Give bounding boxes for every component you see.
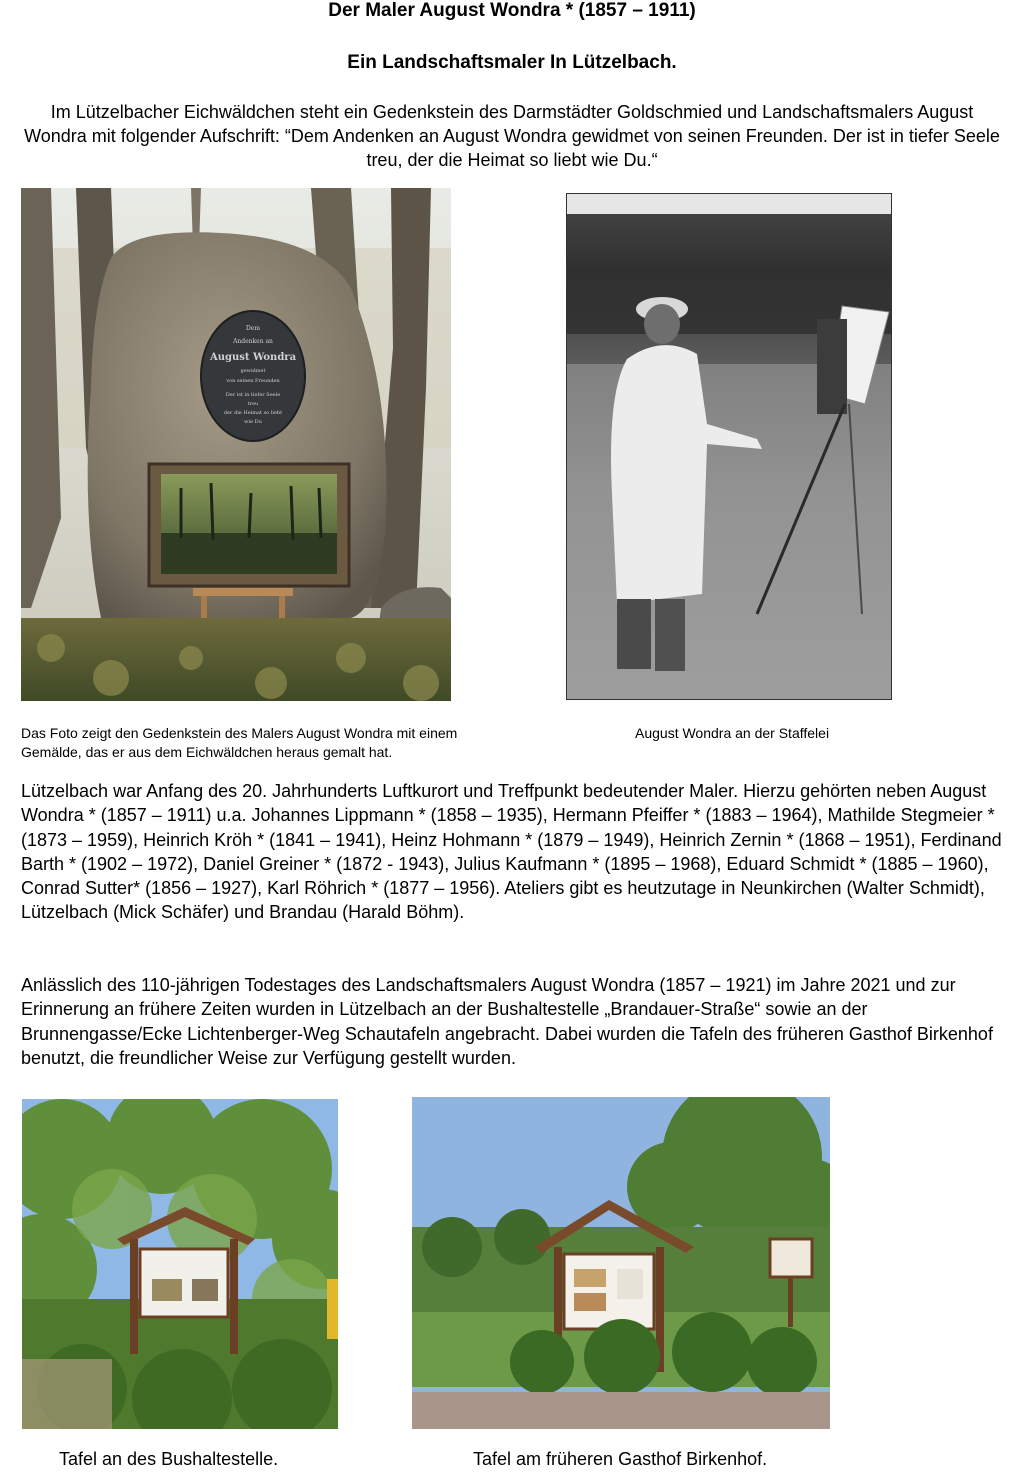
birkenhof-board-photo [412,1097,830,1429]
painter-photo-caption: August Wondra an der Staffelei [635,725,830,741]
plaque-line: von seinen Freunden [226,378,280,384]
plaque-line: August Wondra [209,352,297,363]
plaque-line: Der ist in tiefer Seele [225,392,281,398]
plaque-line: der die Heimat so liebt [223,410,283,416]
plaque-line: Dem [245,325,261,332]
bus-stop-board-photo [22,1099,338,1429]
page-subtitle: Ein Landschaftsmaler In Lützelbach. [347,52,677,73]
plaque-line: treu [247,401,259,407]
intro-paragraph: Im Lützelbacher Eichwäldchen steht ein Gedenkstein des Darmstädter Goldschmied und Landschaftsmalers August Wondra mit folgender Aufschrift: “Dem Andenken an August Wondra gewidmet von seinen Freunden. Der ist in tiefer Seele treu, der die Heimat so liebt wie Du.“ [24,102,1000,170]
bus-stop-caption: Tafel an des Bushaltestelle. [59,1449,279,1469]
memorial-stone-photo [21,188,451,701]
plaque-line: Andenken an [233,338,273,345]
painters-paragraph: Lützelbach war Anfang des 20. Jahrhunderts Luftkurort und Treffpunkt bedeutender Maler. Hierzu gehörten neben August Wondra * (1857 – 1911) u.a. Johannes Lippmann * (1858 – 1935), Hermann Pfeiffer * (1883 – 1964), Mathilde Stegmeier * (1873 – 1959), Heinrich Kröh * (1841 – 1941), Heinz Hohmann * (1879 – 1949), Heinrich Zernin * (1868 – 1951), Ferdinand Barth * (1902 – 1972), Daniel Greiner * (1872 - 1943), Julius Kaufmann * (1895 – 1968), Eduard Schmidt * (1885 – 1960), Conrad Sutter* (1856 – 1927), Karl Röhrich * (1877 – 1956). Ateliers gibt es heutzutage in Neunkirchen (Walter Schmidt), Lützelbach (Mick Schäfer) und Brandau (Harald Böhm). [21,781,1002,923]
anniversary-paragraph: Anlässlich des 110-jährigen Todestages des Landschaftsmalers August Wondra (1857 – 1921) im Jahre 2021 und zur Erinnerung an frühere Zeiten wurden in Lützelbach an der Bushaltestelle „Brandauer-Straße“ sowie an der Brunnengasse/Ecke Lichtenberger-Weg Schautafeln angebracht. Dabei wurden die Tafeln des früheren Gasthof Birkenhof benutzt, die freundlicher Weise zur Verfügung gestellt wurden. [21,975,993,1068]
memorial-photo-caption: Das Foto zeigt den Gedenkstein des Malers August Wondra mit einem Gemälde, das er aus dem Eichwäldchen heraus gemalt hat. [21,725,458,760]
page-title: Der Maler August Wondra * (1857 – 1911) [328,0,696,21]
birkenhof-caption: Tafel am früheren Gasthof Birkenhof. [473,1449,768,1469]
plaque-line: gewidmet [240,368,266,374]
painter-at-easel-photo [566,193,892,700]
plaque-line: wie Du [244,419,262,425]
